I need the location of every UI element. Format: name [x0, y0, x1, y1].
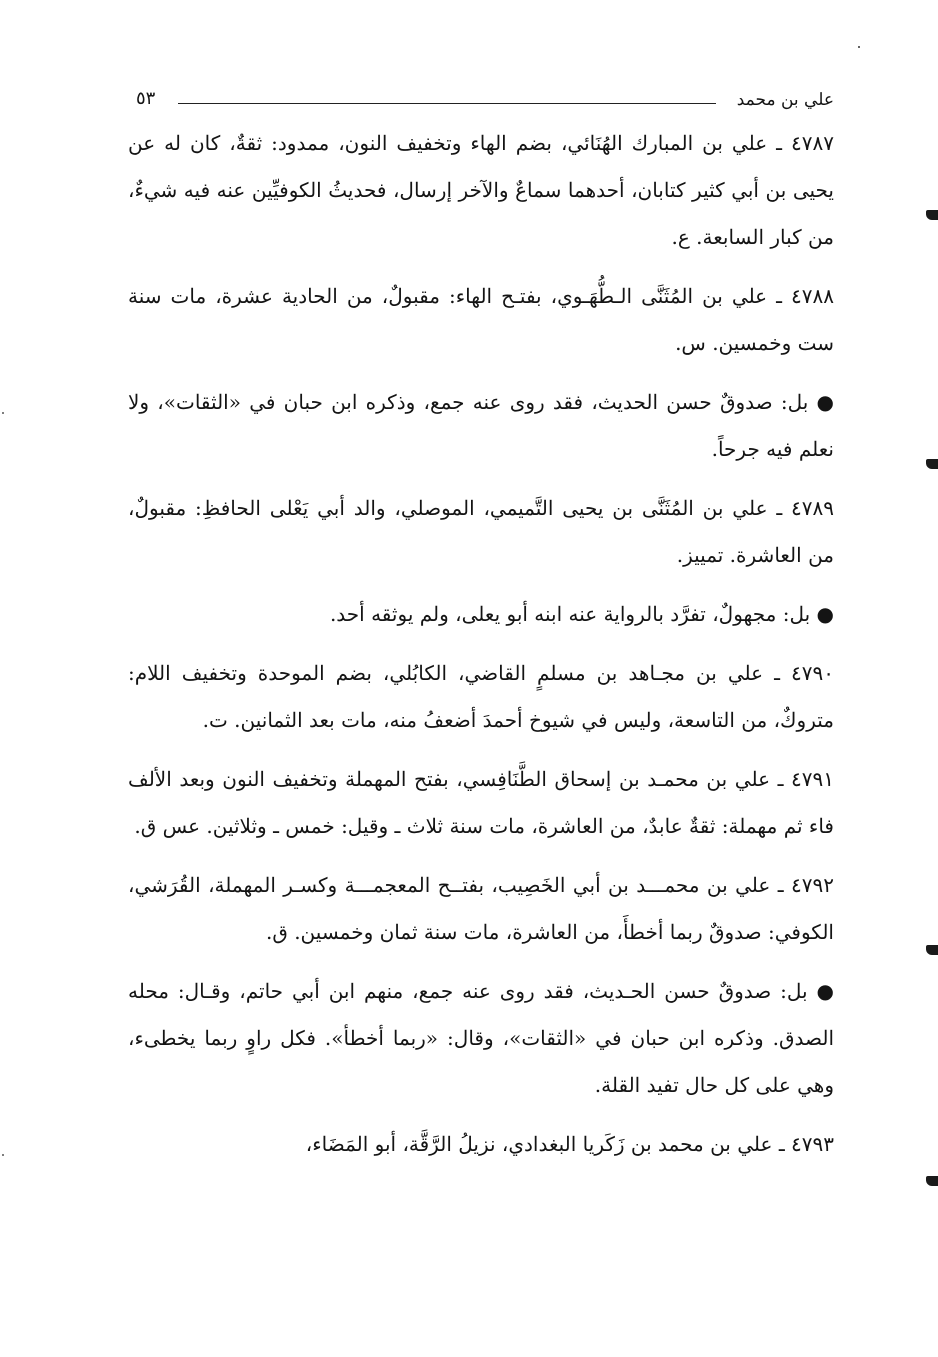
- running-title: علي بن محمد: [736, 90, 834, 110]
- entry-4790: ٤٧٩٠ ـ علي بن مجـاهد بن مسلمٍ القاضي، الكابُلي، بضم الموحدة وتخفيف اللام: متروكٌ، من التاسعة، وليس في شيوخ أحمدَ أضعفُ منه، مات بعد الثمانين. ت.: [128, 661, 834, 732]
- scan-speck: [2, 412, 4, 414]
- margin-scan-mark: [926, 945, 938, 955]
- entry-4787: ٤٧٨٧ ـ علي بن المبارك الهُنَائي، بضم الهاء وتخفيف النون، ممدود: ثقةٌ، كان له عن يحيى بن أبي كثير كتابان، أحدهما سماعٌ والآخر إرسال، فحديثُ الكوفيِّين عنه فيه شيءٌ، من كبار السابعة. ع.: [128, 131, 834, 249]
- entry-4791: ٤٧٩١ ـ علي بن محمـد بن إسحاق الطَّنَافِسي، بفتح المهملة وتخفيف النون وبعد الألف فاء ثم مهملة: ثقةٌ عابدٌ، من العاشرة، مات سنة ثلاث ـ وقيل: خمس ـ وثلاثين. عس ق.: [128, 767, 834, 838]
- comment-4792: ● بل: صدوقٌ حسن الحـديث، فقد روى عنه جمع، منهم ابن أبي حاتم، وقـال: محله الصدق. وذكره ابن حبان في «الثقات»، وقال: «ربما أخطأ». فكل راوٍ ربما يخطىء، وهي على كل حال تفيد القلة.: [128, 979, 834, 1097]
- margin-scan-mark: [926, 1176, 938, 1186]
- book-page: [128, 80, 834, 1180]
- comment-4788: ● بل: صدوقٌ حسن الحديث، فقد روى عنه جمع، وذكره ابن حبان في «الثقات»، ولا نعلم فيه جرحاً.: [128, 390, 834, 461]
- comment-4789: ● بل: مجهولٌ، تفرَّد بالرواية عنه ابنه أبو يعلى، ولم يوثقه أحد.: [329, 602, 834, 626]
- page-number: ٥٣: [136, 88, 156, 109]
- margin-scan-mark: [926, 210, 938, 220]
- header-rule: [178, 103, 716, 104]
- margin-scan-mark: [926, 459, 938, 469]
- entry-4789: ٤٧٨٩ ـ علي بن المُثَنَّى بن يحيى التَّميمي، الموصلي، والد أبي يَعْلى الحافظِ: مقبولٌ، من العاشرة. تمييز.: [128, 496, 834, 567]
- scan-speck: [2, 1154, 4, 1156]
- page-header: [128, 80, 834, 120]
- entry-4793: ٤٧٩٣ ـ علي بن محمد بن زَكَريا البغدادي، نزيلُ الرَّقَّة، أبو المَضَاء،: [305, 1132, 834, 1156]
- entry-4788: ٤٧٨٨ ـ علي بن المُثَنَّى الـطُّهَـوي، بفتـح الهاء: مقبولٌ، من الحادية عشرة، مات سنة ست وخمسين. س.: [128, 284, 834, 355]
- scan-speck: [858, 46, 860, 48]
- entry-4792: ٤٧٩٢ ـ علي بن محمـــد بن أبي الخَصِيب، بفتــح المعجمـــة وكسـر المهملة، القُرَشي، الكوفي: صدوقٌ ربما أخطأَ، من العاشرة، مات سنة ثمان وخمسين. ق.: [128, 873, 834, 944]
